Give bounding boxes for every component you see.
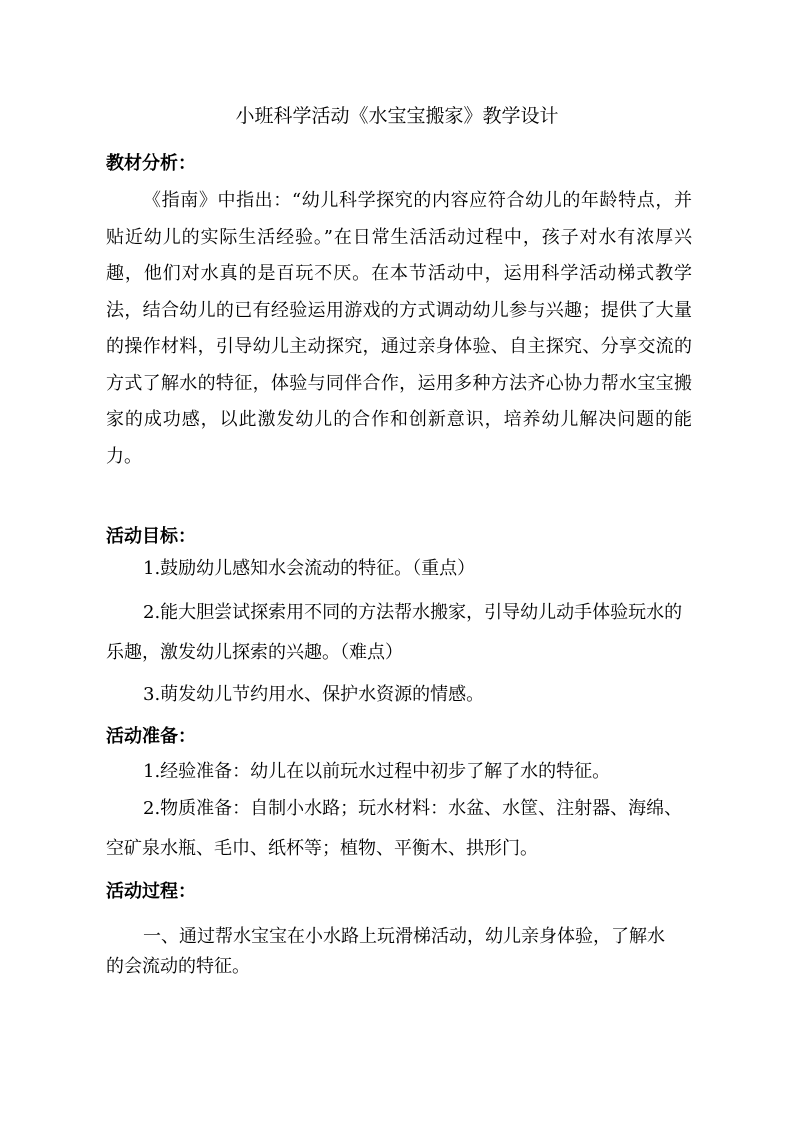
preparation-item-1: 1.经验准备：幼儿在以前玩水过程中初步了解了水的特征。 — [143, 761, 611, 782]
section-heading-process: 活动过程： — [106, 881, 196, 902]
section-heading-goals: 活动目标： — [106, 526, 196, 547]
section-heading-preparation: 活动准备： — [106, 726, 196, 747]
section-heading-analysis: 教材分析： — [106, 153, 196, 174]
document-title: 小班科学活动《水宝宝搬家》教学设计 — [235, 105, 559, 127]
process-paragraph: 一、通过帮水宝宝在小水路上玩滑梯活动，幼儿亲身体验，了解水的会流动的特征。 — [106, 926, 665, 977]
goal-item-1: 1.鼓励幼儿感知水会流动的特征。（重点） — [143, 558, 476, 579]
goal-item-2: 2.能大胆尝试探索用不同的方法帮水搬家，引导幼儿动手体验玩水的乐趣，激发幼儿探索的兴趣。（难点） — [106, 602, 683, 663]
analysis-paragraph: 《指南》中指出：“幼儿科学探究的内容应符合幼儿的年龄特点，并贴近幼儿的实际生活经验。”在日常生活活动过程中，孩子对水有浓厚兴趣，他们对水真的是百玩不厌。在本节活动中，运用科学活动梯式教学法，结合幼儿的已有经验运用游戏的方式调动幼儿参与兴趣；提供了大量的操作材料，引导幼儿主动探究，通过亲身体验、自主探究、分享交流的方式了解水的特征，体验与同伴合作，运用多种方法齐心协力帮水宝宝搬家的成功感，以此激发幼儿的合作和创新意识，培养幼儿解决问题的能力。 — [106, 190, 692, 467]
goal-item-3: 3.萌发幼儿节约用水、保护水资源的情感。 — [143, 684, 485, 705]
preparation-item-2: 2.物质准备：自制小水路；玩水材料：水盆、水筐、注射器、海绵、空矿泉水瓶、毛巾、纸杯等；植物、平衡木、拱形门。 — [106, 798, 683, 859]
